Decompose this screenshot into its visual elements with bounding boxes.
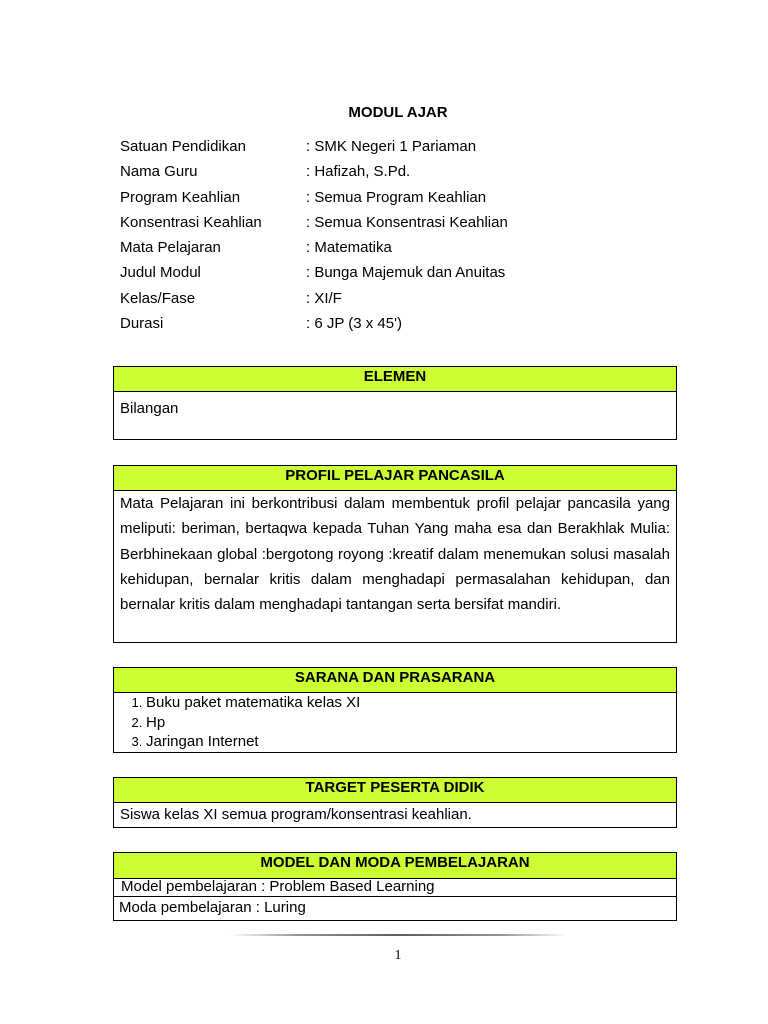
- info-label: Konsentrasi Keahlian: [120, 213, 262, 231]
- list-item: 2. Hp: [146, 713, 676, 733]
- info-row-durasi: [120, 313, 508, 338]
- info-label: Nama Guru: [120, 163, 198, 181]
- info-value: : Semua Konsentrasi Keahlian: [306, 213, 508, 231]
- document-title: MODUL AJAR: [348, 104, 448, 121]
- info-value: : Bunga Majemuk dan Anuitas: [306, 264, 506, 282]
- info-label: Judul Modul: [120, 264, 201, 282]
- info-label: Satuan Pendidikan: [120, 138, 246, 155]
- info-row-mata-pelajaran: [120, 237, 508, 262]
- moda-row: Moda pembelajaran : Luring: [114, 896, 676, 917]
- info-value: : SMK Negeri 1 Pariaman: [306, 138, 477, 155]
- info-label: Mata Pelajaran: [120, 239, 221, 257]
- footer-divider: [230, 934, 568, 936]
- profil-pelajar-pancasila-section: [113, 465, 677, 643]
- info-value: : Matematika: [306, 239, 392, 257]
- section-body: Mata Pelajaran ini berkontribusi dalam membentuk profil pelajar pancasila yang meliputi: beriman, bertaqwa kepada Tuhan Yang maha esa dan Berakhlak Mulia: Berbhinekaan global :bergotong royong :kreatif dalam menemukan solusi masalah kehidupan, bernalar kritis dalam menghadapi permasalahan kehidupan, dan bernalar kritis dalam menghadapi tantangan serta bersifat mandiri.: [120, 495, 670, 614]
- section-body: Bilangan: [120, 400, 179, 417]
- section-heading: TARGET PESERTA DIDIK: [114, 778, 676, 803]
- elemen-section: [113, 366, 677, 440]
- sarana-list: [114, 693, 676, 752]
- page-number: 1: [394, 948, 402, 963]
- info-label: Durasi: [120, 315, 164, 333]
- section-heading: MODEL DAN MODA PEMBELAJARAN: [114, 853, 676, 879]
- section-body: Siswa kelas XI semua program/konsentrasi keahlian.: [120, 806, 472, 823]
- info-value: : XI/F: [306, 289, 342, 307]
- info-value: : 6 JP (3 x 45'): [306, 315, 402, 333]
- info-row-satuan-pendidikan: [120, 136, 508, 161]
- info-value: : Hafizah, S.Pd.: [306, 163, 411, 181]
- info-value: : Semua Program Keahlian: [306, 188, 487, 206]
- info-row-nama-guru: [120, 161, 508, 186]
- section-heading: PROFIL PELAJAR PANCASILA: [114, 466, 676, 491]
- info-label: Program Keahlian: [120, 188, 241, 206]
- section-heading: SARANA DAN PRASARANA: [114, 668, 676, 693]
- target-peserta-didik-section: [113, 777, 677, 828]
- info-row-program-keahlian: [120, 187, 508, 212]
- sarana-prasarana-section: [113, 667, 677, 753]
- info-row-konsentrasi-keahlian: [120, 212, 508, 237]
- info-label: Kelas/Fase: [120, 289, 196, 307]
- list-item: 1. Buku paket matematika kelas XI: [146, 693, 676, 713]
- info-row-kelas-fase: [120, 288, 508, 313]
- section-heading: ELEMEN: [114, 367, 676, 392]
- list-item: 3. Jaringan Internet: [146, 732, 676, 752]
- info-row-judul-modul: [120, 262, 508, 287]
- module-info: [120, 136, 508, 338]
- model-moda-pembelajaran-section: [113, 852, 677, 921]
- model-row: Model pembelajaran : Problem Based Learning: [121, 878, 435, 895]
